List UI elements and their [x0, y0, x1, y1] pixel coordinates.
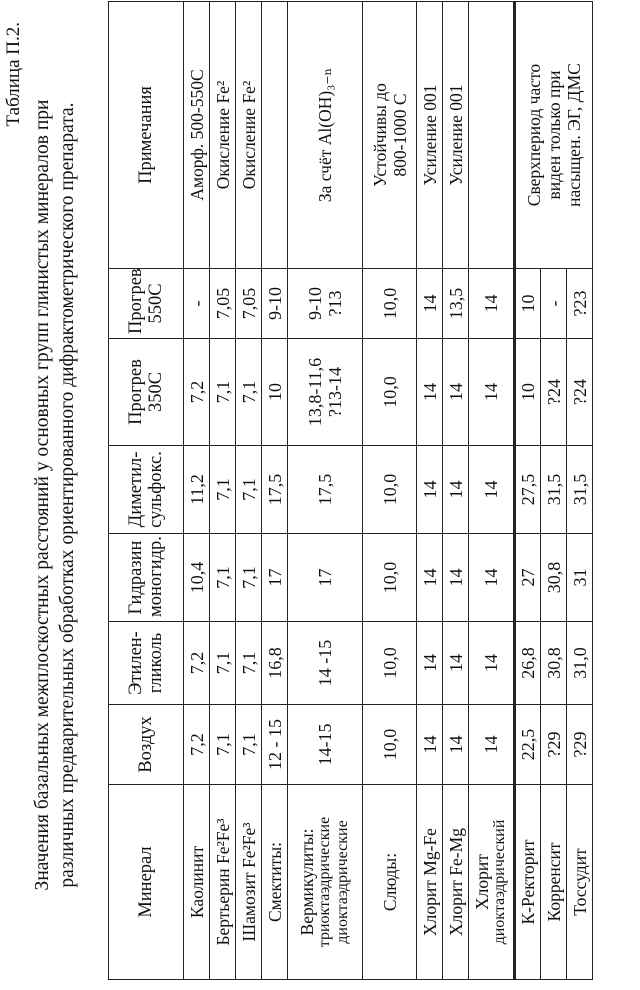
cell-heat-350: 7,1: [236, 339, 262, 446]
cell-note: Аморф. 500-550С: [184, 2, 210, 269]
header-heat-350: [109, 339, 184, 446]
cell-heat-550: 7,05: [210, 269, 236, 339]
cell-hydrazine: 14: [443, 534, 469, 622]
cell-air: 14-15: [288, 705, 363, 785]
cell-heat-550: 9-10: [262, 269, 288, 339]
table-row: [262, 2, 288, 980]
cell-heat-350: 10,0: [363, 339, 417, 446]
minerals-table: [108, 1, 593, 980]
cell-ethylene-glycol: 26,8: [515, 622, 541, 705]
cell-mineral: [288, 785, 363, 980]
cell-ethylene-glycol: 31,0: [567, 622, 593, 705]
cell-heat-350: ?24: [567, 339, 593, 446]
cell-heat-550: 10: [515, 269, 541, 339]
cell-ethylene-glycol: 7,1: [210, 622, 236, 705]
cell-hydrazine: 31: [567, 534, 593, 622]
header-text: Примечания: [136, 86, 156, 184]
header-notes: [109, 2, 184, 269]
table-row: [515, 2, 541, 980]
header-dmso: [109, 446, 184, 534]
cell-heat-350: 7,2: [184, 339, 210, 446]
header-text: Диметил-: [126, 451, 146, 528]
table-row: [236, 2, 262, 980]
header-heat-550: [109, 269, 184, 339]
table-body: [184, 2, 593, 980]
cell-heat-350: ?24: [541, 339, 567, 446]
cell-mineral: Бертьерин Fe²Fe³: [210, 785, 236, 980]
cell-line: Вермикулиты:: [297, 828, 317, 936]
cell-ethylene-glycol: 14: [443, 622, 469, 705]
cell-dmso: 27,5: [515, 446, 541, 534]
cell-heat-550: -: [184, 269, 210, 339]
table-row: [288, 2, 363, 980]
header-text: Воздух: [136, 716, 156, 773]
cell-line: 13,8-11,6: [305, 357, 325, 427]
cell-heat-550: 14: [469, 269, 515, 339]
cell-line: ?13-14: [325, 367, 345, 417]
cell-heat-350: 7,1: [210, 339, 236, 446]
cell-hydrazine: 30,8: [541, 534, 567, 622]
cell-hydrazine: 10,4: [184, 534, 210, 622]
cell-mineral: Тоссудит: [567, 785, 593, 980]
cell-dmso: 17,5: [262, 446, 288, 534]
header-text: Этилен-: [126, 631, 146, 695]
header-air: [109, 705, 184, 785]
cell-line: Хлорит: [472, 854, 492, 910]
cell-ethylene-glycol: 14 -15: [288, 622, 363, 705]
table-row: [363, 2, 417, 980]
table-row: [417, 2, 443, 980]
cell-heat-350: 14: [443, 339, 469, 446]
cell-ethylene-glycol: 7,2: [184, 622, 210, 705]
cell-mineral: Шамозит Fe²Fe³: [236, 785, 262, 980]
cell-heat-550: 13,5: [443, 269, 469, 339]
cell-dmso: 14: [469, 446, 515, 534]
cell-dmso: 17,5: [288, 446, 363, 534]
header-row: [109, 2, 184, 980]
header-text: Прогрев: [126, 268, 146, 334]
cell-hydrazine: 14: [417, 534, 443, 622]
cell-heat-550: [288, 269, 363, 339]
cell-ethylene-glycol: 16,8: [262, 622, 288, 705]
caption-line-2: различных предварительных обработках ориентированного дифрактометрического препарата.: [57, 102, 78, 888]
cell-heat-550: 10,0: [363, 269, 417, 339]
table-row: [210, 2, 236, 980]
cell-heat-550: 7,05: [236, 269, 262, 339]
cell-heat-550: ?23: [567, 269, 593, 339]
cell-hydrazine: 7,1: [236, 534, 262, 622]
cell-line: 9-10: [305, 287, 325, 320]
cell-air: ?29: [541, 705, 567, 785]
cell-note: [469, 2, 515, 269]
cell-line: диоктаэдрический: [491, 819, 508, 945]
cell-mineral: Корренсит: [541, 785, 567, 980]
cell-note: За счёт Al(OH)₃₋ₙ: [288, 2, 363, 269]
cell-line: диоктаэдрические: [334, 820, 351, 944]
cell-heat-350: 10: [262, 339, 288, 446]
cell-line: ?13: [325, 290, 345, 317]
cell-ethylene-glycol: 14: [417, 622, 443, 705]
header-text: Минерал: [136, 846, 156, 918]
cell-note: [262, 2, 288, 269]
header-text: 350С: [146, 371, 166, 413]
cell-hydrazine: 14: [469, 534, 515, 622]
cell-line: триоктаэдрические: [316, 816, 333, 948]
cell-dmso: 11,2: [184, 446, 210, 534]
cell-hydrazine: 10,0: [363, 534, 417, 622]
cell-air: 10,0: [363, 705, 417, 785]
cell-mineral: Каолинит: [184, 785, 210, 980]
cell-air: 12 - 15: [262, 705, 288, 785]
cell-mineral: [469, 785, 515, 980]
header-ethylene-glycol: [109, 622, 184, 705]
cell-ethylene-glycol: 7,1: [236, 622, 262, 705]
cell-heat-550: 14: [417, 269, 443, 339]
cell-dmso: 31,5: [567, 446, 593, 534]
header-mineral: [109, 785, 184, 980]
table-row: [469, 2, 515, 980]
cell-mineral: Хлорит Fe-Mg: [443, 785, 469, 980]
cell-mineral: Слюды:: [363, 785, 417, 980]
cell-line: виден только при: [544, 70, 564, 200]
table-row: [184, 2, 210, 980]
cell-ethylene-glycol: 14: [469, 622, 515, 705]
cell-air: 7,1: [236, 705, 262, 785]
cell-ethylene-glycol: 30,8: [541, 622, 567, 705]
table-caption: [30, 40, 80, 950]
header-text: Прогрев: [126, 359, 146, 425]
cell-hydrazine: 17: [262, 534, 288, 622]
cell-note: Окисление Fe²: [236, 2, 262, 269]
cell-mineral: Смектиты:: [262, 785, 288, 980]
cell-note: Усиление 001: [443, 2, 469, 269]
cell-dmso: 14: [443, 446, 469, 534]
cell-mineral: Хлорит Mg-Fe: [417, 785, 443, 980]
cell-heat-350: [288, 339, 363, 446]
cell-air: 7,1: [210, 705, 236, 785]
cell-dmso: 14: [417, 446, 443, 534]
cell-air: 7,2: [184, 705, 210, 785]
table-number: Таблица П.2.: [3, 22, 24, 127]
caption-line-1: Значения базальных межплоскостных расстояний у основных групп глинистых минералов при: [32, 99, 53, 891]
header-hydrazine: [109, 534, 184, 622]
cell-air: 14: [417, 705, 443, 785]
cell-air: ?29: [567, 705, 593, 785]
cell-note: [515, 2, 593, 269]
header-text: моногидр.: [146, 536, 166, 617]
header-text: Гидразин: [126, 540, 146, 615]
cell-heat-350: 10: [515, 339, 541, 446]
cell-air: 22,5: [515, 705, 541, 785]
header-text: гликоль: [146, 632, 166, 694]
cell-line: Сверхпериод часто: [524, 63, 544, 207]
header-text: 550С: [146, 283, 166, 324]
cell-line: Устойчивы до: [369, 83, 390, 187]
cell-air: 14: [443, 705, 469, 785]
cell-dmso: 10,0: [363, 446, 417, 534]
cell-dmso: 7,1: [210, 446, 236, 534]
cell-line: 800-1000 С: [389, 93, 410, 177]
cell-heat-350: 14: [469, 339, 515, 446]
cell-heat-550: -: [541, 269, 567, 339]
cell-note: Окисление Fe²: [210, 2, 236, 269]
cell-note: [363, 2, 417, 269]
cell-mineral: К-Ректорит: [515, 785, 541, 980]
cell-ethylene-glycol: 10,0: [363, 622, 417, 705]
cell-heat-350: 14: [417, 339, 443, 446]
cell-hydrazine: 27: [515, 534, 541, 622]
header-text: сульфокс.: [146, 451, 166, 528]
cell-hydrazine: 7,1: [210, 534, 236, 622]
cell-line: насыщен. ЭГ, ДМС: [564, 63, 584, 207]
cell-hydrazine: 17: [288, 534, 363, 622]
table-row: [443, 2, 469, 980]
cell-dmso: 31,5: [541, 446, 567, 534]
cell-air: 14: [469, 705, 515, 785]
cell-note: Усиление 001: [417, 2, 443, 269]
cell-dmso: 7,1: [236, 446, 262, 534]
